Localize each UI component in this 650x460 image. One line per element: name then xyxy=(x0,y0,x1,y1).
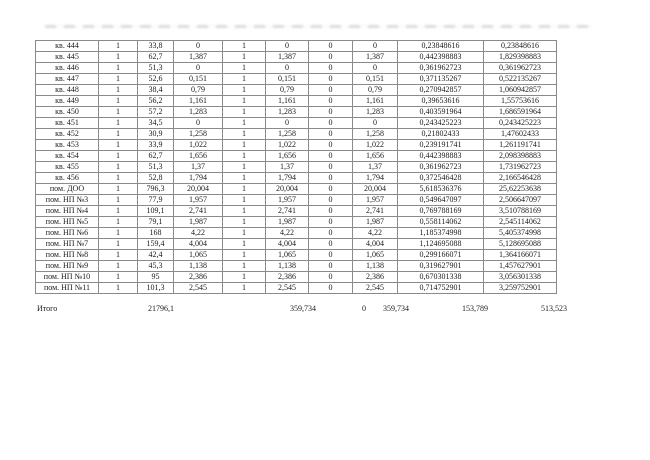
table-cell: 1 xyxy=(223,85,266,96)
table-cell: 0,371135267 xyxy=(398,74,484,85)
totals-value: 21796,1 xyxy=(148,304,174,313)
table-cell: 0 xyxy=(309,162,353,173)
table-cell: 1 xyxy=(99,173,138,184)
row-label-cell: кв. 452 xyxy=(36,129,99,140)
table-cell: 0,549647097 xyxy=(398,195,484,206)
table-cell: 1,022 xyxy=(174,140,223,151)
table-cell: 1,161 xyxy=(266,96,309,107)
row-label-cell: кв. 449 xyxy=(36,96,99,107)
table-cell: 1,387 xyxy=(174,52,223,63)
table-cell: 1 xyxy=(99,85,138,96)
table-cell: 1,065 xyxy=(174,250,223,261)
table-cell: 0 xyxy=(309,283,353,294)
table-cell: 159,4 xyxy=(138,239,174,250)
table-cell: 1,022 xyxy=(266,140,309,151)
totals-value: 359,734 xyxy=(290,304,316,313)
table-cell: 1,37 xyxy=(266,162,309,173)
table-cell: 4,004 xyxy=(266,239,309,250)
table-row xyxy=(36,107,557,118)
table-cell: 1,161 xyxy=(174,96,223,107)
row-label-cell: кв. 448 xyxy=(36,85,99,96)
table-row xyxy=(36,162,557,173)
table-cell: 1,987 xyxy=(266,217,309,228)
table-cell: 52,8 xyxy=(138,173,174,184)
table-cell: 1,37 xyxy=(174,162,223,173)
table-cell: 796,3 xyxy=(138,184,174,195)
table-cell: 1,457627901 xyxy=(484,261,557,272)
table-cell: 1,987 xyxy=(174,217,223,228)
table-cell: 1,987 xyxy=(353,217,398,228)
table-cell: 0 xyxy=(309,107,353,118)
table-cell: 1 xyxy=(223,96,266,107)
table-cell: 1 xyxy=(99,107,138,118)
row-label-cell: пом. НП №3 xyxy=(36,195,99,206)
table-cell: 1 xyxy=(223,151,266,162)
table-cell: 20,004 xyxy=(353,184,398,195)
table-row xyxy=(36,217,557,228)
table-cell: 45,3 xyxy=(138,261,174,272)
table-cell: 4,22 xyxy=(266,228,309,239)
table-row xyxy=(36,63,557,74)
table-cell: 2,386 xyxy=(353,272,398,283)
table-cell: 0,522135267 xyxy=(484,74,557,85)
row-label-cell: кв. 447 xyxy=(36,74,99,85)
table-cell: 1,829398883 xyxy=(484,52,557,63)
table-cell: 0,79 xyxy=(353,85,398,96)
table-row xyxy=(36,228,557,239)
row-label-cell: пом. НП №9 xyxy=(36,261,99,272)
table-cell: 1 xyxy=(99,239,138,250)
table-cell: 1,387 xyxy=(353,52,398,63)
table-cell: 0 xyxy=(309,41,353,52)
table-cell: 1 xyxy=(99,63,138,74)
table-cell: 4,004 xyxy=(353,239,398,250)
table-cell: 5,405374998 xyxy=(484,228,557,239)
table-cell: 0,243425223 xyxy=(398,118,484,129)
table-cell: 0,361962723 xyxy=(484,63,557,74)
table-cell: 1 xyxy=(99,140,138,151)
table-cell: 1 xyxy=(223,195,266,206)
row-label-cell: кв. 444 xyxy=(36,41,99,52)
table-cell: 0 xyxy=(309,239,353,250)
table-cell: 1,957 xyxy=(174,195,223,206)
table-cell: 0 xyxy=(174,118,223,129)
table-cell: 1,283 xyxy=(353,107,398,118)
table-row xyxy=(36,206,557,217)
table-cell: 1,138 xyxy=(266,261,309,272)
table-cell: 0,670301338 xyxy=(398,272,484,283)
row-label-cell: пом. НП №6 xyxy=(36,228,99,239)
table-row xyxy=(36,74,557,85)
totals-row xyxy=(35,303,575,315)
table-cell: 2,098398883 xyxy=(484,151,557,162)
table-cell: 2,545114062 xyxy=(484,217,557,228)
table-row xyxy=(36,250,557,261)
table-cell: 1 xyxy=(99,52,138,63)
table-cell: 20,004 xyxy=(266,184,309,195)
table-cell: 2,545 xyxy=(266,283,309,294)
table-cell: 0,319627901 xyxy=(398,261,484,272)
table-cell: 2,741 xyxy=(353,206,398,217)
table-cell: 0 xyxy=(309,74,353,85)
row-label-cell: кв. 450 xyxy=(36,107,99,118)
table-cell: 1,794 xyxy=(174,173,223,184)
data-table xyxy=(35,40,557,294)
row-label-cell: кв. 454 xyxy=(36,151,99,162)
table-cell: 0 xyxy=(309,118,353,129)
table-cell: 0 xyxy=(266,63,309,74)
table-cell: 1,656 xyxy=(353,151,398,162)
table-cell: 0,361962723 xyxy=(398,63,484,74)
table-cell: 2,545 xyxy=(353,283,398,294)
table-cell: 1 xyxy=(99,96,138,107)
table-cell: 1,55753616 xyxy=(484,96,557,107)
table-cell: 2,741 xyxy=(174,206,223,217)
table-cell: 5,128695088 xyxy=(484,239,557,250)
table-cell: 1 xyxy=(99,74,138,85)
table-cell: 0,403591964 xyxy=(398,107,484,118)
table-body xyxy=(36,41,557,294)
table-cell: 34,5 xyxy=(138,118,174,129)
table-cell: 33,8 xyxy=(138,41,174,52)
table-cell: 1 xyxy=(223,107,266,118)
table-cell: 1 xyxy=(99,184,138,195)
table-cell: 1,656 xyxy=(266,151,309,162)
table-cell: 1 xyxy=(99,151,138,162)
table-cell: 1 xyxy=(99,195,138,206)
table-cell: 0,372546428 xyxy=(398,173,484,184)
table-cell: 1,794 xyxy=(353,173,398,184)
table-row xyxy=(36,283,557,294)
table-cell: 0 xyxy=(309,52,353,63)
table-cell: 1,124695088 xyxy=(398,239,484,250)
table-row xyxy=(36,261,557,272)
table-cell: 1 xyxy=(223,206,266,217)
table-row xyxy=(36,272,557,283)
table-cell: 1 xyxy=(223,184,266,195)
table-cell: 0,769788169 xyxy=(398,206,484,217)
table-cell: 101,3 xyxy=(138,283,174,294)
row-label-cell: пом. ДОО xyxy=(36,184,99,195)
row-label-cell: кв. 453 xyxy=(36,140,99,151)
table-cell: 33,9 xyxy=(138,140,174,151)
table-cell: 1 xyxy=(99,261,138,272)
table-cell: 0,243425223 xyxy=(484,118,557,129)
table-cell: 0 xyxy=(309,195,353,206)
table-cell: 2,545 xyxy=(174,283,223,294)
table-cell: 1,258 xyxy=(174,129,223,140)
table-cell: 1 xyxy=(223,239,266,250)
table-cell: 0,151 xyxy=(353,74,398,85)
table-cell: 1 xyxy=(99,118,138,129)
table-cell: 0,79 xyxy=(174,85,223,96)
table-cell: 25,62253638 xyxy=(484,184,557,195)
table-cell: 2,506647097 xyxy=(484,195,557,206)
table-cell: 1,022 xyxy=(353,140,398,151)
table-cell: 0 xyxy=(309,261,353,272)
table-cell: 1,387 xyxy=(266,52,309,63)
table-cell: 0 xyxy=(174,63,223,74)
table-cell: 1 xyxy=(223,52,266,63)
table-cell: 1 xyxy=(99,162,138,173)
table-cell: 0 xyxy=(309,272,353,283)
table-cell: 1,060942857 xyxy=(484,85,557,96)
table-cell: 1 xyxy=(223,118,266,129)
table-cell: 1,138 xyxy=(174,261,223,272)
table-cell: 1,47602433 xyxy=(484,129,557,140)
table-cell: 1,283 xyxy=(174,107,223,118)
row-label-cell: кв. 455 xyxy=(36,162,99,173)
table-cell: 42,4 xyxy=(138,250,174,261)
table-cell: 3,259752901 xyxy=(484,283,557,294)
table-cell: 0 xyxy=(309,228,353,239)
table-cell: 1 xyxy=(223,283,266,294)
table-cell: 0 xyxy=(174,41,223,52)
table-cell: 1,261191741 xyxy=(484,140,557,151)
table-row xyxy=(36,41,557,52)
table-cell: 1,185374998 xyxy=(398,228,484,239)
table-cell: 4,22 xyxy=(174,228,223,239)
table-cell: 0,39653616 xyxy=(398,96,484,107)
table-cell: 0,299166071 xyxy=(398,250,484,261)
table-cell: 0,361962723 xyxy=(398,162,484,173)
table-row xyxy=(36,151,557,162)
table-cell: 1 xyxy=(223,129,266,140)
table-cell: 1 xyxy=(223,140,266,151)
row-label-cell: кв. 445 xyxy=(36,52,99,63)
table-cell: 0 xyxy=(266,118,309,129)
table-cell: 0 xyxy=(309,151,353,162)
table-cell: 51,3 xyxy=(138,162,174,173)
table-cell: 1,957 xyxy=(266,195,309,206)
row-label-cell: пом. НП №11 xyxy=(36,283,99,294)
table-cell: 1,258 xyxy=(266,129,309,140)
table-cell: 0 xyxy=(309,206,353,217)
table-cell: 0 xyxy=(309,96,353,107)
table-cell: 0,21802433 xyxy=(398,129,484,140)
table-cell: 168 xyxy=(138,228,174,239)
table-cell: 1 xyxy=(223,217,266,228)
table-cell: 0 xyxy=(266,41,309,52)
table-row xyxy=(36,96,557,107)
table-cell: 1 xyxy=(99,129,138,140)
table-cell: 1 xyxy=(223,173,266,184)
table-row xyxy=(36,195,557,206)
table-cell: 1,138 xyxy=(353,261,398,272)
row-label-cell: пом. НП №4 xyxy=(36,206,99,217)
table-row xyxy=(36,184,557,195)
table-cell: 1 xyxy=(99,206,138,217)
table-row xyxy=(36,129,557,140)
table-cell: 2,166546428 xyxy=(484,173,557,184)
table-cell: 0 xyxy=(309,129,353,140)
table-cell: 1,161 xyxy=(353,96,398,107)
totals-value: 153,789 xyxy=(462,304,488,313)
table-cell: 0 xyxy=(309,184,353,195)
table-cell: 1,258 xyxy=(353,129,398,140)
table-cell: 1 xyxy=(223,228,266,239)
table-cell: 57,2 xyxy=(138,107,174,118)
table-cell: 1,794 xyxy=(266,173,309,184)
table-cell: 0,442398883 xyxy=(398,52,484,63)
table-row xyxy=(36,85,557,96)
table-cell: 1,065 xyxy=(353,250,398,261)
table-cell: 56,2 xyxy=(138,96,174,107)
table-cell: 0,151 xyxy=(266,74,309,85)
table-cell: 0,270942857 xyxy=(398,85,484,96)
table-cell: 62,7 xyxy=(138,52,174,63)
table-cell: 109,1 xyxy=(138,206,174,217)
row-label-cell: кв. 446 xyxy=(36,63,99,74)
table-cell: 0,558114062 xyxy=(398,217,484,228)
table-cell: 2,741 xyxy=(266,206,309,217)
table-cell: 1 xyxy=(223,74,266,85)
table-cell: 51,3 xyxy=(138,63,174,74)
table-cell: 0 xyxy=(309,250,353,261)
table-cell: 0,151 xyxy=(174,74,223,85)
table-row xyxy=(36,239,557,250)
table-cell: 0 xyxy=(309,140,353,151)
totals-label: Итого xyxy=(37,304,58,313)
table-cell: 5,618536376 xyxy=(398,184,484,195)
table-cell: 1,686591964 xyxy=(484,107,557,118)
table-cell: 1 xyxy=(223,272,266,283)
table-cell: 1 xyxy=(223,250,266,261)
table-cell: 1 xyxy=(99,250,138,261)
table-row xyxy=(36,140,557,151)
row-label-cell: кв. 456 xyxy=(36,173,99,184)
table-cell: 0,714752901 xyxy=(398,283,484,294)
table-cell: 79,1 xyxy=(138,217,174,228)
table-cell: 1 xyxy=(223,162,266,173)
table-cell: 0 xyxy=(309,85,353,96)
table-cell: 62,7 xyxy=(138,151,174,162)
table-cell: 3,056301338 xyxy=(484,272,557,283)
table-cell: 3,510788169 xyxy=(484,206,557,217)
row-label-cell: пом. НП №7 xyxy=(36,239,99,250)
totals-value: 513,523 xyxy=(541,304,567,313)
table-cell: 1,731962723 xyxy=(484,162,557,173)
table-cell: 0 xyxy=(353,118,398,129)
scan-bleed-artifact xyxy=(45,25,593,28)
table-row xyxy=(36,173,557,184)
table-cell: 1,283 xyxy=(266,107,309,118)
table-cell: 95 xyxy=(138,272,174,283)
table-cell: 1 xyxy=(99,41,138,52)
row-label-cell: кв. 451 xyxy=(36,118,99,129)
table-cell: 1 xyxy=(223,261,266,272)
row-label-cell: пом. НП №5 xyxy=(36,217,99,228)
table-cell: 1 xyxy=(223,63,266,74)
table-row xyxy=(36,118,557,129)
table-cell: 0 xyxy=(309,173,353,184)
table-cell: 1 xyxy=(99,272,138,283)
table-cell: 1,364166071 xyxy=(484,250,557,261)
table-cell: 2,386 xyxy=(174,272,223,283)
table-cell: 1,37 xyxy=(353,162,398,173)
table-cell: 1 xyxy=(99,228,138,239)
table-cell: 1 xyxy=(99,217,138,228)
table-cell: 0,239191741 xyxy=(398,140,484,151)
table-cell: 77,9 xyxy=(138,195,174,206)
table-cell: 30,9 xyxy=(138,129,174,140)
table-cell: 4,22 xyxy=(353,228,398,239)
table-cell: 1,065 xyxy=(266,250,309,261)
table-cell: 1,957 xyxy=(353,195,398,206)
table-cell: 0 xyxy=(353,41,398,52)
table-cell: 1 xyxy=(223,41,266,52)
table-cell: 0,23848616 xyxy=(484,41,557,52)
table-cell: 1 xyxy=(99,283,138,294)
table-cell: 38,4 xyxy=(138,85,174,96)
table-cell: 1,656 xyxy=(174,151,223,162)
table-cell: 0 xyxy=(309,63,353,74)
table-cell: 0,79 xyxy=(266,85,309,96)
row-label-cell: пом. НП №10 xyxy=(36,272,99,283)
table-cell: 20,004 xyxy=(174,184,223,195)
totals-value: 359,734 xyxy=(383,304,409,313)
totals-value: 0 xyxy=(362,304,366,313)
table-cell: 52,6 xyxy=(138,74,174,85)
table-cell: 0 xyxy=(309,217,353,228)
table-cell: 4,004 xyxy=(174,239,223,250)
row-label-cell: пом. НП №8 xyxy=(36,250,99,261)
table-cell: 0 xyxy=(353,63,398,74)
table-cell: 2,386 xyxy=(266,272,309,283)
table-cell: 0,23848616 xyxy=(398,41,484,52)
table-cell: 0,442398883 xyxy=(398,151,484,162)
table-row xyxy=(36,52,557,63)
